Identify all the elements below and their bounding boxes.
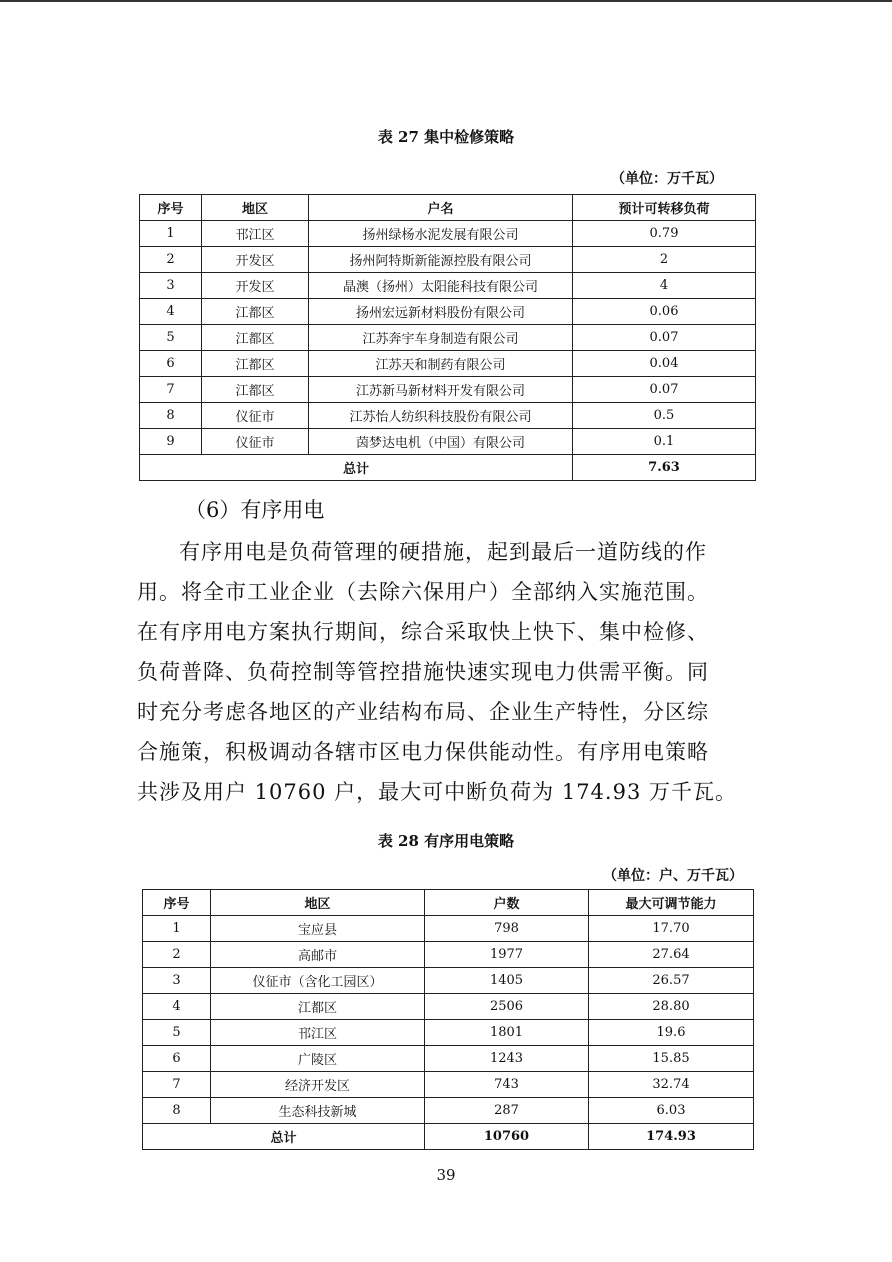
table-cell-load: 0.07 [573, 377, 756, 403]
table-cell-load: 0.04 [573, 351, 756, 377]
table-cell-index: 9 [140, 429, 202, 455]
table-cell-load: 0.06 [573, 299, 756, 325]
paragraph-line: 在有序用电方案执行期间，综合采取快上快下、集中检修、 [137, 620, 709, 644]
table27-total-label: 总计 [140, 455, 573, 481]
table-cell-index: 7 [140, 377, 202, 403]
table-cell-region: 仪征市 [202, 429, 309, 455]
table-row [143, 942, 754, 968]
table-cell-load: 0.79 [573, 221, 756, 247]
table27 [139, 194, 756, 481]
table-cell-region: 江都区 [202, 351, 309, 377]
table-cell-company: 扬州绿杨水泥发展有限公司 [309, 221, 573, 247]
table-cell-index: 4 [140, 299, 202, 325]
table27-header-region: 地区 [202, 195, 309, 221]
table-row [140, 325, 756, 351]
table28-total-label: 总计 [143, 1124, 425, 1150]
table27-header-row [140, 195, 756, 221]
section-heading: （6）有序用电 [185, 498, 325, 522]
page-top-border [0, 0, 892, 2]
table-cell-index: 2 [143, 942, 211, 968]
paragraph-line: 用。将全市工业企业（去除六保用户）全部纳入实施范围。 [137, 580, 709, 604]
table-cell-households: 1405 [425, 968, 589, 994]
table-cell-index: 3 [143, 968, 211, 994]
table-cell-region: 高邮市 [211, 942, 425, 968]
table28-unit: （单位：户、万千瓦） [603, 868, 743, 884]
table-cell-region: 邗江区 [202, 221, 309, 247]
table-cell-region: 邗江区 [211, 1020, 425, 1046]
table-cell-region: 开发区 [202, 273, 309, 299]
table-cell-company: 茵梦达电机（中国）有限公司 [309, 429, 573, 455]
table-cell-households: 743 [425, 1072, 589, 1098]
table28-header-index: 序号 [143, 890, 211, 916]
paragraph-line: 合施策，积极调动各辖市区电力保供能动性。有序用电策略 [137, 740, 709, 764]
table-cell-region: 生态科技新城 [211, 1098, 425, 1124]
table-row [140, 247, 756, 273]
table-cell-load: 2 [573, 247, 756, 273]
table-row [143, 968, 754, 994]
table-cell-capacity: 15.85 [589, 1046, 754, 1072]
table-row [143, 994, 754, 1020]
table28-caption: 表 28 有序用电策略 [377, 832, 515, 850]
table-cell-company: 江苏怡人纺织科技股份有限公司 [309, 403, 573, 429]
table-cell-index: 8 [143, 1098, 211, 1124]
table-cell-capacity: 17.70 [589, 916, 754, 942]
table-cell-region: 仪征市（含化工园区） [211, 968, 425, 994]
table-cell-company: 江苏天和制药有限公司 [309, 351, 573, 377]
table-cell-index: 6 [140, 351, 202, 377]
table-row [143, 1020, 754, 1046]
table28-header-capacity: 最大可调节能力 [589, 890, 754, 916]
table-cell-households: 1801 [425, 1020, 589, 1046]
table-cell-capacity: 19.6 [589, 1020, 754, 1046]
table-cell-load: 0.07 [573, 325, 756, 351]
table-cell-region: 江都区 [202, 325, 309, 351]
page-number: 39 [436, 1166, 456, 1184]
table-cell-households: 1977 [425, 942, 589, 968]
table-cell-households: 2506 [425, 994, 589, 1020]
table-cell-region: 江都区 [202, 377, 309, 403]
table-cell-load: 0.1 [573, 429, 756, 455]
table-cell-load: 4 [573, 273, 756, 299]
table-cell-index: 2 [140, 247, 202, 273]
table-cell-region: 江都区 [202, 299, 309, 325]
table-cell-index: 4 [143, 994, 211, 1020]
table-row [140, 403, 756, 429]
table-cell-region: 宝应县 [211, 916, 425, 942]
table28 [142, 889, 754, 1150]
table-cell-capacity: 6.03 [589, 1098, 754, 1124]
table28-header-households: 户数 [425, 890, 589, 916]
table-cell-company: 江苏新马新材料开发有限公司 [309, 377, 573, 403]
table-cell-index: 5 [140, 325, 202, 351]
table-row [143, 1072, 754, 1098]
table-row [140, 299, 756, 325]
table-cell-index: 8 [140, 403, 202, 429]
paragraph-line: 共涉及用户 10760 户，最大可中断负荷为 174.93 万千瓦。 [137, 780, 737, 804]
table-cell-households: 798 [425, 916, 589, 942]
table-cell-capacity: 28.80 [589, 994, 754, 1020]
table-cell-index: 6 [143, 1046, 211, 1072]
table28-header-row [143, 890, 754, 916]
table-row [143, 1046, 754, 1072]
table-row [140, 429, 756, 455]
table-cell-region: 开发区 [202, 247, 309, 273]
table27-unit: （单位：万千瓦） [611, 171, 723, 187]
table28-total-capacity: 174.93 [589, 1124, 754, 1150]
paragraph-line: 时充分考虑各地区的产业结构布局、企业生产特性，分区综 [137, 700, 709, 724]
table-row [143, 1098, 754, 1124]
table28-total-households: 10760 [425, 1124, 589, 1150]
table-row [140, 221, 756, 247]
table-cell-index: 3 [140, 273, 202, 299]
section-paragraph [137, 532, 759, 812]
table27-total-row [140, 455, 756, 481]
table-cell-company: 江苏奔宇车身制造有限公司 [309, 325, 573, 351]
table-cell-capacity: 27.64 [589, 942, 754, 968]
table28-total-row [143, 1124, 754, 1150]
table-cell-region: 经济开发区 [211, 1072, 425, 1098]
table-cell-index: 7 [143, 1072, 211, 1098]
table-cell-region: 仪征市 [202, 403, 309, 429]
table-row [140, 273, 756, 299]
table-row [140, 377, 756, 403]
table-cell-capacity: 32.74 [589, 1072, 754, 1098]
table-cell-load: 0.5 [573, 403, 756, 429]
table-cell-region: 广陵区 [211, 1046, 425, 1072]
table-row [140, 351, 756, 377]
table27-caption: 表 27 集中检修策略 [377, 128, 515, 146]
table-cell-households: 1243 [425, 1046, 589, 1072]
table-cell-index: 5 [143, 1020, 211, 1046]
table-cell-index: 1 [140, 221, 202, 247]
table-cell-company: 晶澳（扬州）太阳能科技有限公司 [309, 273, 573, 299]
table28-header-region: 地区 [211, 890, 425, 916]
table-cell-company: 扬州阿特斯新能源控股有限公司 [309, 247, 573, 273]
table27-header-index: 序号 [140, 195, 202, 221]
table-cell-households: 287 [425, 1098, 589, 1124]
table27-total-value: 7.63 [573, 455, 756, 481]
table-cell-index: 1 [143, 916, 211, 942]
paragraph-line: 有序用电是负荷管理的硬措施，起到最后一道防线的作 [179, 540, 707, 564]
table27-header-load: 预计可转移负荷 [573, 195, 756, 221]
table-cell-capacity: 26.57 [589, 968, 754, 994]
table-cell-company: 扬州宏远新材料股份有限公司 [309, 299, 573, 325]
table-row [143, 916, 754, 942]
table27-header-company: 户名 [309, 195, 573, 221]
paragraph-line: 负荷普降、负荷控制等管控措施快速实现电力供需平衡。同 [137, 660, 709, 684]
table-cell-region: 江都区 [211, 994, 425, 1020]
